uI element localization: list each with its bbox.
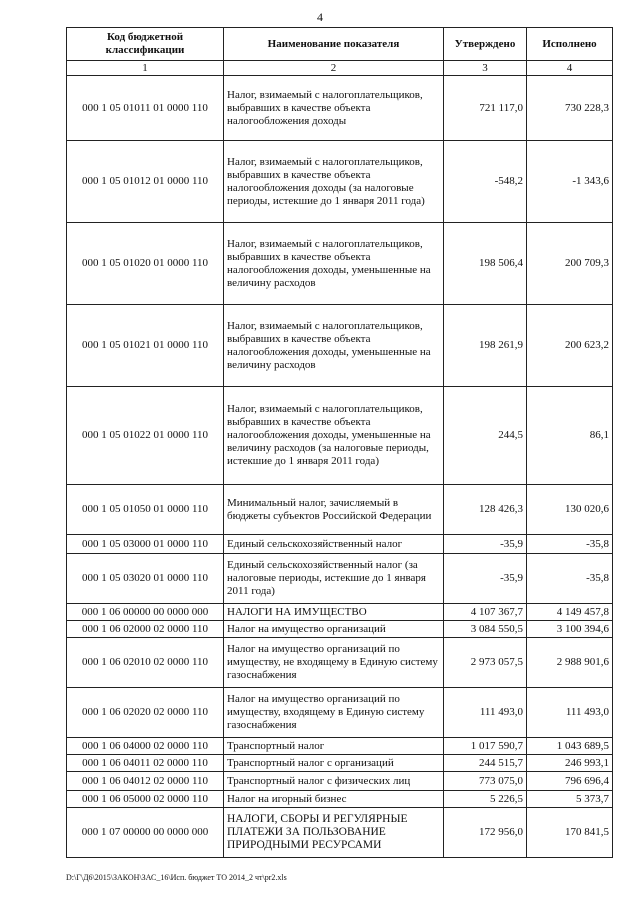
table-row [67,535,613,554]
budget-code: 000 1 06 00000 00 0000 000 [67,604,224,621]
approved-value: 3 084 550,5 [444,621,527,638]
table-header-row [67,28,613,61]
approved-value: 128 426,3 [444,485,527,535]
executed-value: 2 988 901,6 [527,638,613,688]
approved-value: 773 075,0 [444,772,527,791]
table-row [67,305,613,387]
approved-value: 111 493,0 [444,688,527,738]
indicator-name: Налог на имущество организаций по имуществу, входящему в Единую систему газоснабжения [224,688,444,738]
approved-value: 244,5 [444,387,527,485]
approved-value: -548,2 [444,141,527,223]
table-row [67,604,613,621]
indicator-name: Транспортный налог с физических лиц [224,772,444,791]
file-path-footer: D:\Г\Д6\2015\ЗАКОН\ЗАС_16\Исп. бюджет ТО 2014_2 чт\pr2.xls [66,873,287,882]
indicator-name: Налог, взимаемый с налогоплательщиков, выбравших в качестве объекта налогообложения доходы, уменьшенные на величину расходов (за налоговые периоды, истекшие до 1 января 2011 года) [224,387,444,485]
indicator-name: Налог, взимаемый с налогоплательщиков, выбравших в качестве объекта налогообложения доходы, уменьшенные на величину расходов [224,223,444,305]
header-code: Код бюджетной классификации [67,28,224,61]
table-row [67,76,613,141]
budget-code: 000 1 06 04011 02 0000 110 [67,755,224,772]
column-number-row [67,61,613,76]
column-number: 1 [67,61,224,76]
approved-value: 244 515,7 [444,755,527,772]
executed-value: 4 149 457,8 [527,604,613,621]
indicator-name: Налог, взимаемый с налогоплательщиков, выбравших в качестве объекта налогообложения доходы (за налоговые периоды, истекшие до 1 января 2011 года) [224,141,444,223]
executed-value: 111 493,0 [527,688,613,738]
budget-code: 000 1 05 01011 01 0000 110 [67,76,224,141]
approved-value: 721 117,0 [444,76,527,141]
table-row [67,688,613,738]
table-row [67,638,613,688]
budget-code: 000 1 05 01050 01 0000 110 [67,485,224,535]
executed-value: -1 343,6 [527,141,613,223]
indicator-name: Налог на имущество организаций [224,621,444,638]
header-executed: Исполнено [527,28,613,61]
budget-execution-table [66,27,613,858]
table-row [67,791,613,808]
column-number: 2 [224,61,444,76]
indicator-name: Налог, взимаемый с налогоплательщиков, выбравших в качестве объекта налогообложения доходы [224,76,444,141]
budget-code: 000 1 07 00000 00 0000 000 [67,808,224,858]
budget-code: 000 1 05 01021 01 0000 110 [67,305,224,387]
indicator-name: Налог на игорный бизнес [224,791,444,808]
executed-value: 5 373,7 [527,791,613,808]
budget-code: 000 1 06 02000 02 0000 110 [67,621,224,638]
approved-value: 198 261,9 [444,305,527,387]
budget-code: 000 1 05 01012 01 0000 110 [67,141,224,223]
column-number: 4 [527,61,613,76]
indicator-name: Транспортный налог [224,738,444,755]
approved-value: 5 226,5 [444,791,527,808]
executed-value: 1 043 689,5 [527,738,613,755]
table-row [67,621,613,638]
table-row [67,738,613,755]
indicator-name: Налог, взимаемый с налогоплательщиков, выбравших в качестве объекта налогообложения доходы, уменьшенные на величину расходов [224,305,444,387]
indicator-name: Минимальный налог, зачисляемый в бюджеты субъектов Российской Федерации [224,485,444,535]
executed-value: 130 020,6 [527,485,613,535]
executed-value: 246 993,1 [527,755,613,772]
table-row [67,387,613,485]
budget-code: 000 1 05 01022 01 0000 110 [67,387,224,485]
budget-code: 000 1 06 05000 02 0000 110 [67,791,224,808]
indicator-name: Налог на имущество организаций по имуществу, не входящему в Единую систему газоснабжения [224,638,444,688]
executed-value: 86,1 [527,387,613,485]
table-row [67,554,613,604]
indicator-name: Единый сельскохозяйственный налог (за налоговые периоды, истекшие до 1 января 2011 года) [224,554,444,604]
table-row [67,141,613,223]
executed-value: 200 709,3 [527,223,613,305]
indicator-name: Единый сельскохозяйственный налог [224,535,444,554]
budget-code: 000 1 05 03020 01 0000 110 [67,554,224,604]
approved-value: 2 973 057,5 [444,638,527,688]
budget-code: 000 1 06 02020 02 0000 110 [67,688,224,738]
column-number: 3 [444,61,527,76]
executed-value: 200 623,2 [527,305,613,387]
executed-value: 170 841,5 [527,808,613,858]
header-approved: Утверждено [444,28,527,61]
executed-value: 796 696,4 [527,772,613,791]
approved-value: 198 506,4 [444,223,527,305]
table-row [67,772,613,791]
executed-value: -35,8 [527,535,613,554]
table-row [67,485,613,535]
approved-value: -35,9 [444,535,527,554]
executed-value: 730 228,3 [527,76,613,141]
budget-code: 000 1 06 04000 02 0000 110 [67,738,224,755]
budget-code: 000 1 05 01020 01 0000 110 [67,223,224,305]
budget-code: 000 1 05 03000 01 0000 110 [67,535,224,554]
header-name: Наименование показателя [224,28,444,61]
table-row [67,223,613,305]
approved-value: 1 017 590,7 [444,738,527,755]
approved-value: -35,9 [444,554,527,604]
budget-code: 000 1 06 02010 02 0000 110 [67,638,224,688]
approved-value: 172 956,0 [444,808,527,858]
table-row [67,755,613,772]
indicator-name: НАЛОГИ НА ИМУЩЕСТВО [224,604,444,621]
indicator-name: НАЛОГИ, СБОРЫ И РЕГУЛЯРНЫЕ ПЛАТЕЖИ ЗА ПОЛЬЗОВАНИЕ ПРИРОДНЫМИ РЕСУРСАМИ [224,808,444,858]
approved-value: 4 107 367,7 [444,604,527,621]
indicator-name: Транспортный налог с организаций [224,755,444,772]
executed-value: 3 100 394,6 [527,621,613,638]
budget-code: 000 1 06 04012 02 0000 110 [67,772,224,791]
executed-value: -35,8 [527,554,613,604]
page-number: 4 [317,10,323,24]
table-row [67,808,613,858]
